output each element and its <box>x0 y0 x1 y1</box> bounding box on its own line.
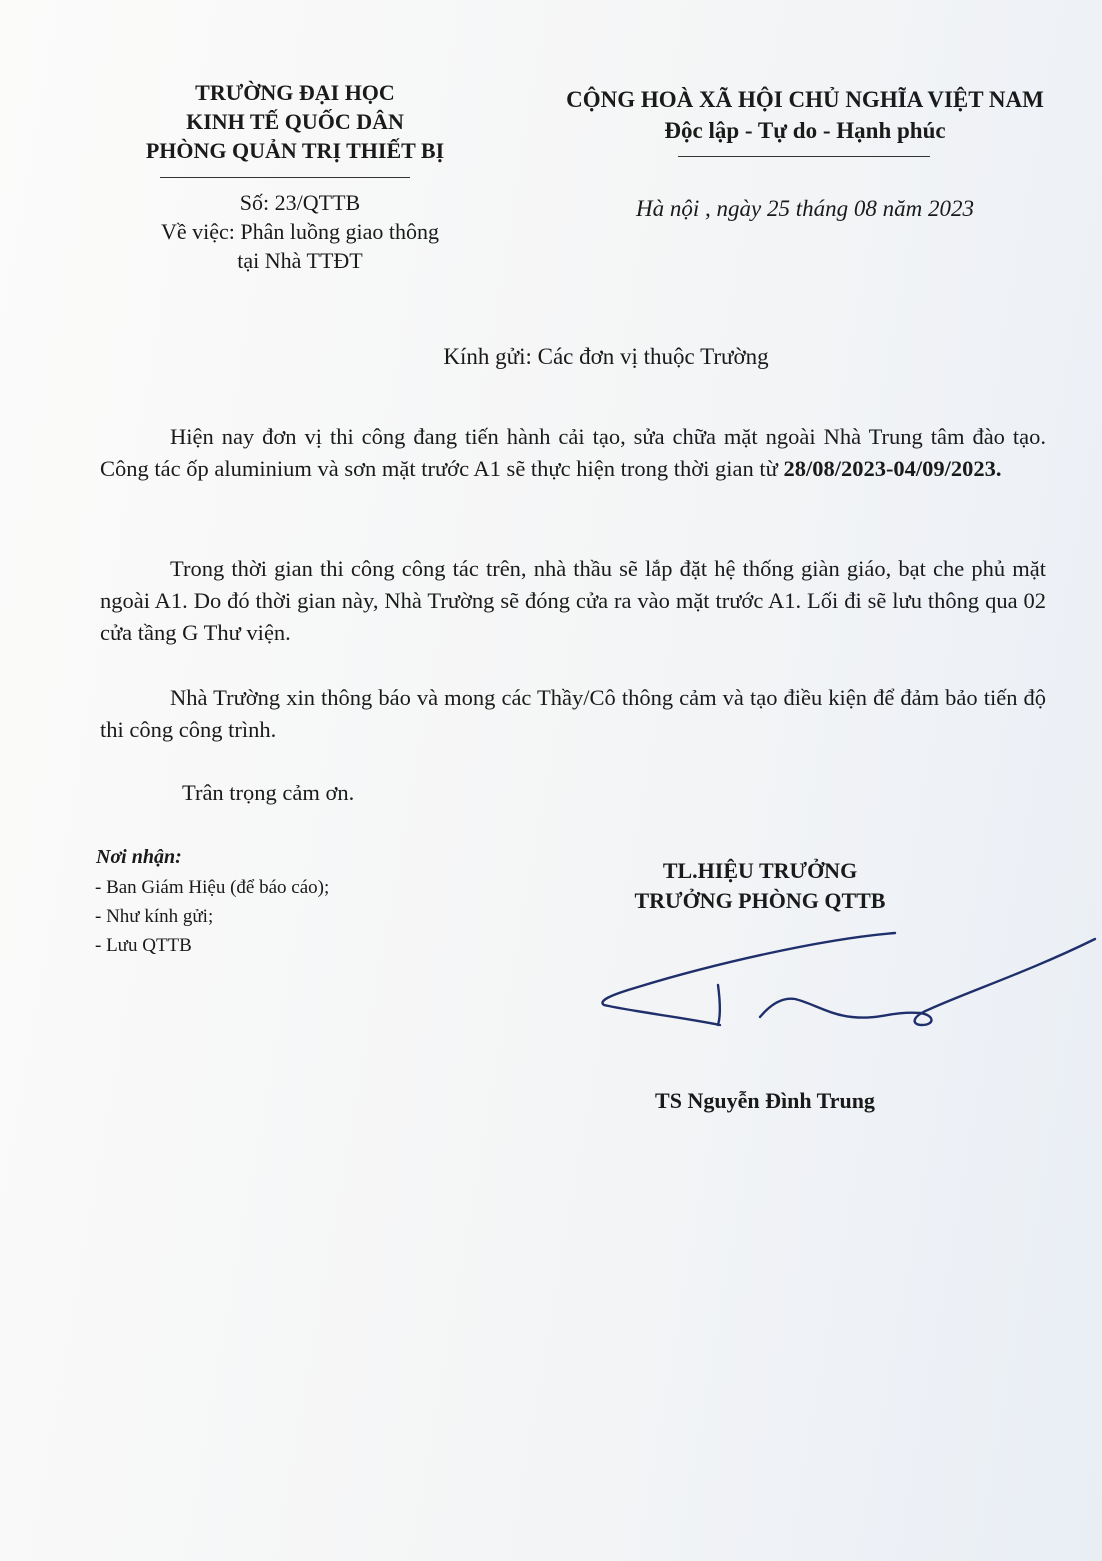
issue-date: Hà nội , ngày 25 tháng 08 năm 2023 <box>636 196 974 221</box>
paragraph-2: Trong thời gian thi công công tác trên, nhà thầu sẽ lắp đặt hệ thống giàn giáo, bạt che phủ mặt ngoài A1. Do đó thời gian này, Nhà Trường sẽ đóng cửa ra vào mặt trước A1. Lối đi sẽ lưu thông qua 02 cửa tầng G Thư viện. <box>100 556 1046 645</box>
closing-thanks: Trân trọng cảm ơn. <box>182 780 355 805</box>
signature-title-line-1: TL.HIỆU TRƯỞNG <box>662 858 858 883</box>
org-line-1: TRƯỜNG ĐẠI HỌC <box>195 80 395 105</box>
issuing-organization <box>110 78 480 165</box>
paragraph-3: Nhà Trường xin thông báo và mong các Thầy/Cô thông cảm và tạo điều kiện để đảm bảo tiến độ thi công công trình. <box>100 685 1046 742</box>
subject-line-1: Về việc: Phân luồng giao thông <box>160 219 439 244</box>
signer-name: TS Nguyễn Đình Trung <box>655 1088 875 1113</box>
org-divider <box>160 177 410 178</box>
org-line-2: KINH TẾ QUỐC DÂN <box>186 109 404 134</box>
recipient-item: - Ban Giám Hiệu (để báo cáo); <box>95 877 330 898</box>
paragraph-1-text: Hiện nay đơn vị thi công đang tiến hành cải tạo, sửa chữa mặt ngoài Nhà Trung tâm đào tạo. Công tác ốp aluminium và sơn mặt trước A1 sẽ thực hiện trong thời gian từ <box>100 424 1046 481</box>
motto-divider <box>678 156 930 157</box>
org-line-3: PHÒNG QUẢN TRỊ THIẾT BỊ <box>145 138 445 163</box>
date-range: 28/08/2023-04/09/2023. <box>783 456 1002 481</box>
document-number: Số: 23/QTTB <box>239 190 361 215</box>
greeting: Kính gửi: Các đơn vị thuộc Trường <box>443 344 769 369</box>
recipients-list <box>95 873 329 960</box>
national-header <box>545 84 1065 146</box>
country-name: CỘNG HOÀ XÃ HỘI CHỦ NGHĨA VIỆT NAM <box>566 87 1044 112</box>
recipient-item: - Như kính gửi; <box>95 906 214 927</box>
signature-title-line-2: TRƯỞNG PHÒNG QTTB <box>634 888 886 913</box>
handwritten-signature <box>590 925 1100 1040</box>
paragraph-1 <box>100 421 1046 485</box>
recipients-title: Nơi nhận: <box>96 846 182 868</box>
document-meta <box>100 188 500 275</box>
recipient-item: - Lưu QTTB <box>95 935 192 956</box>
signature-title <box>560 856 960 916</box>
national-motto: Độc lập - Tự do - Hạnh phúc <box>664 118 946 143</box>
subject-line-2: tại Nhà TTĐT <box>237 248 363 273</box>
